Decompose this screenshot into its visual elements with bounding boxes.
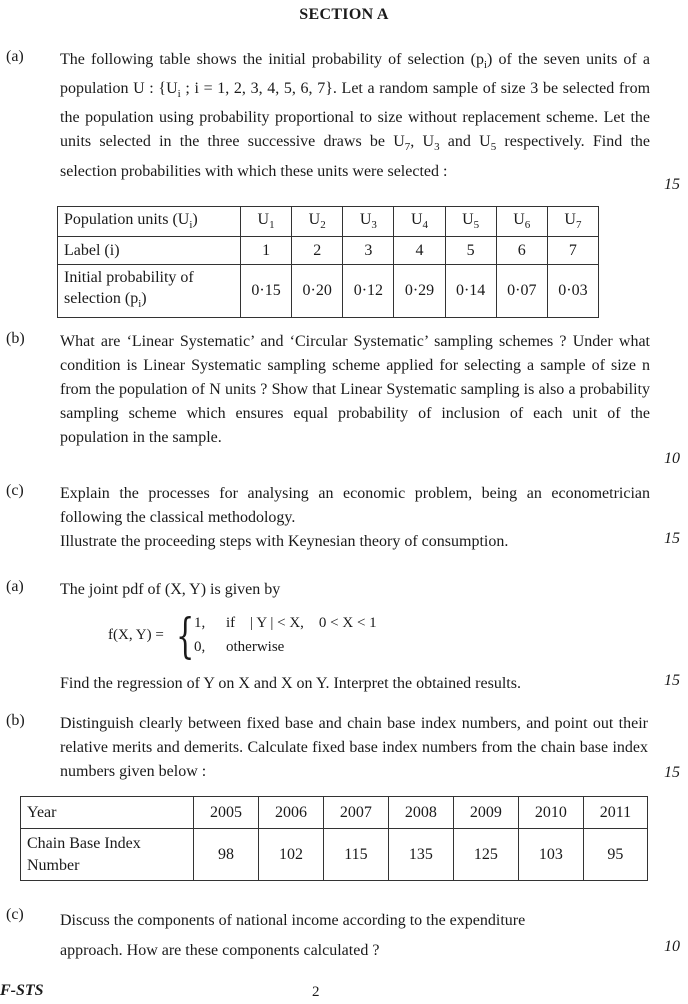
table-cell: 2005 — [194, 797, 259, 829]
table-cell: 2006 — [258, 797, 323, 829]
question-label: (a) — [6, 578, 24, 595]
row-header: Label (i) — [58, 237, 241, 265]
section-title: SECTION A — [299, 6, 389, 23]
table-cell: 0·15 — [241, 265, 292, 318]
marks: 10 — [664, 450, 680, 467]
brace: { — [176, 608, 195, 664]
table-cell: 0·29 — [394, 265, 445, 318]
table-cell: $U_4$ — [394, 207, 445, 237]
question-text: Find the regression of Y on X and X on Y. Interpret the obtained results. — [60, 675, 521, 692]
table-cell: 102 — [258, 829, 323, 881]
question-label: (c) — [6, 906, 24, 923]
pdf-equation: f(X, Y) = { 1, if | Y | < X, 0 < X < 1 0, otherwise — [108, 608, 377, 664]
question-text: Discuss the components of national income according to the expenditure approach. How are these components calculated ? — [60, 912, 526, 959]
table-cell: $U_6$ — [496, 207, 547, 237]
marks: 15 — [664, 176, 680, 193]
table-cell: $U_5$ — [445, 207, 496, 237]
index-table — [20, 796, 648, 881]
table-cell: $U_2$ — [292, 207, 343, 237]
paper-code: F-STS — [0, 982, 44, 999]
marks: 15 — [664, 530, 680, 547]
table-cell: 115 — [323, 829, 388, 881]
question-text: The following table shows the initial probability of selection $(p_i)$ of the seven units of a population U : {$U_i$ ; i = 1, 2, 3, 4, 5, 6, 7}. Let a random sample of size 3 be selected from the population using probability proportional to size without replacement scheme. Let the units selected in the three successive draws be $U_7$, $U_3$ and $U_5$ respectively. Find the selection probabilities with which these units were selected : — [60, 51, 651, 180]
question-text: Explain the processes for analysing an economic problem, being an econometrician following the classical methodology. Illustrate the proceeding steps with Keynesian theory of consumption. — [60, 485, 650, 550]
probability-table — [57, 206, 599, 318]
table-cell: 0·14 — [445, 265, 496, 318]
table-cell: $U_7$ — [547, 207, 598, 237]
question-text: Distinguish clearly between fixed base and chain base index numbers, and point out their relative merits and demerits. Calculate fixed base index numbers from the chain base index numbers given below : — [60, 715, 648, 780]
table-cell: 0·07 — [496, 265, 547, 318]
table-cell: 98 — [194, 829, 259, 881]
question-label: (a) — [6, 48, 24, 65]
table-row — [58, 237, 599, 265]
page-number: 2 — [312, 984, 320, 1000]
table-cell: 5 — [445, 237, 496, 265]
marks: 15 — [664, 672, 680, 689]
table-cell: 6 — [496, 237, 547, 265]
row-header: Population units $(U_i)$ — [58, 207, 241, 237]
table-cell: 2 — [292, 237, 343, 265]
table-row — [58, 265, 599, 318]
table-cell: 95 — [583, 829, 647, 881]
table-cell: 1 — [241, 237, 292, 265]
marks: 10 — [664, 938, 680, 955]
question-label: (b) — [6, 712, 25, 729]
table-cell: 2007 — [323, 797, 388, 829]
question-label: (b) — [6, 330, 25, 347]
question-label: (c) — [6, 482, 24, 499]
table-cell: 2010 — [518, 797, 583, 829]
row-header: Chain Base Index Number — [21, 829, 194, 881]
row-header: Initial probability of selection $(p_i)$ — [58, 265, 241, 318]
table-cell: 4 — [394, 237, 445, 265]
table-cell: 0·03 — [547, 265, 598, 318]
table-cell: 103 — [518, 829, 583, 881]
table-cell: 0·12 — [343, 265, 394, 318]
table-cell: 7 — [547, 237, 598, 265]
table-cell: 125 — [453, 829, 518, 881]
table-row — [58, 207, 599, 237]
table-row — [21, 797, 648, 829]
table-cell: 3 — [343, 237, 394, 265]
marks: 15 — [664, 764, 680, 781]
table-cell: 0·20 — [292, 265, 343, 318]
question-text: What are ‘Linear Systematic’ and ‘Circular Systematic’ sampling schemes ? Under what condition is Linear Systematic sampling scheme applied for selecting a sample of size n from the population of N units ? Show that Linear Systematic sampling is also a probability sampling scheme which ensures equal probability of inclusion of each unit of the population in the sample. — [60, 333, 650, 446]
table-cell: 2011 — [583, 797, 647, 829]
table-row — [21, 829, 648, 881]
table-cell: $U_1$ — [241, 207, 292, 237]
table-cell: 2009 — [453, 797, 518, 829]
question-intro: The joint pdf of (X, Y) is given by — [60, 581, 281, 598]
table-cell: 2008 — [388, 797, 453, 829]
table-cell: 135 — [388, 829, 453, 881]
row-header: Year — [21, 797, 194, 829]
table-cell: $U_3$ — [343, 207, 394, 237]
